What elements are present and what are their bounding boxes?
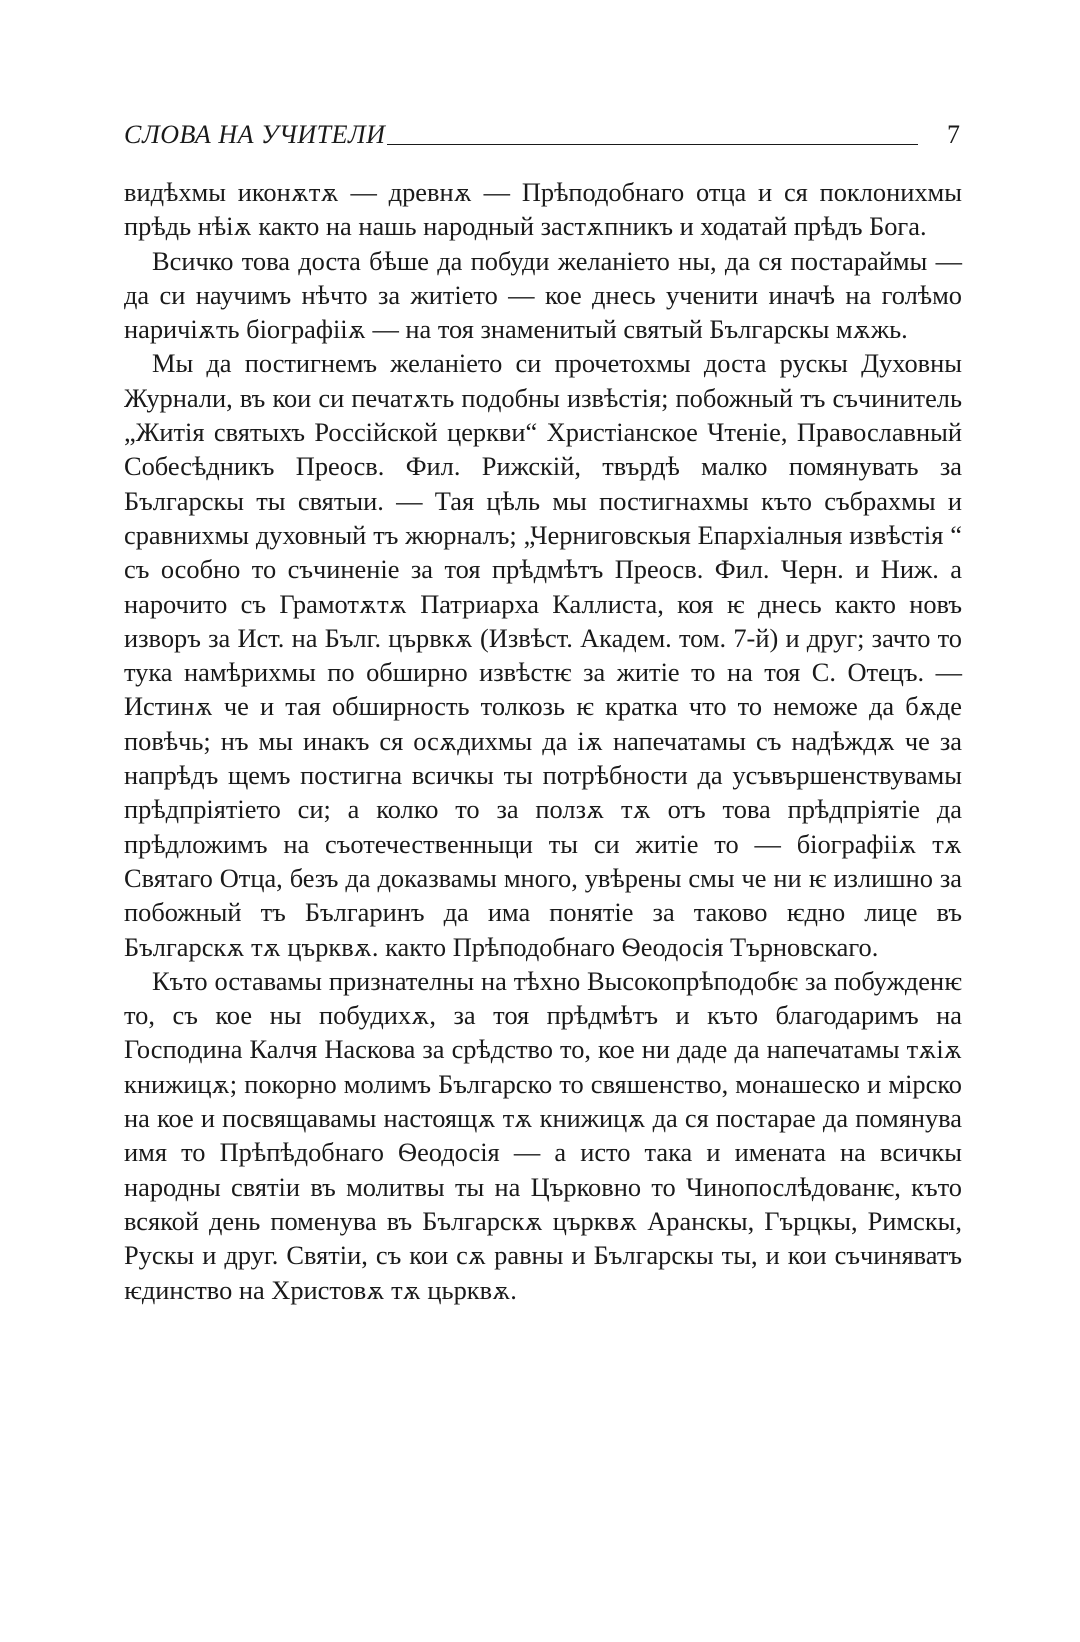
page-number: 7 (947, 120, 960, 149)
header-rule (387, 144, 918, 145)
paragraph: Всичко това доста бѣше да побуди желаніето ны, да ся постараймы — да си научимъ нѣчто за житіето — кое днесь ученити иначѣ на голѣмо наричіѫть біографіiѫ — на тоя знаменитый святый Българскы мѫжь. (124, 245, 962, 345)
paragraph: Мы да постигнемъ желаніето си прочетохмы доста рускы Духовны Журнали, въ кои си печатѫть подобны извѣстія; побожный тъ съчинитель „Житія святыхъ Россійской церкви“ Христіанское Чтеніе, Православный Собесѣдникъ Преосв. Фил. Рижскій, твърдѣ малко помянувать за Българскы ты святыи. — Тая цѣль мы постигнахмы къто събрахмы и сравнихмы духовный тъ жюрналъ; „Черниговскыя Епархіалныя извѣстія “ съ особно то съчиненіе за тоя прѣдмѣтъ Преосв. Фил. Черн. и Ниж. а нарочито съ Грамотѫтѫ Патриарха Каллиста, коя ѥ днесь както новъ изворъ за Ист. на Бълг. цървкѫ (Извѣст. Академ. том. 7-й) и друг; зачто то тука намѣрихмы по обширно извѣстѥ за житіе то на тоя С. Отецъ. — Истинѫ че и тая обширность толкозь ѥ кратка что то неможе да бѫде повѣчь; нъ мы инакъ ся осѫдихмы да іѫ напечатамы съ надѣждѫ че за напрѣдъ щемъ постигна всичкы ты потрѣбности да усъвършенствувамы прѣдпріятіето си; а колко то за ползѫ тѫ отъ това прѣдпріятіе да прѣдложимъ на съотечественныци ты си житіе то — біографіiѫ тѫ Святаго Отца, безъ да доказвамы много, увѣрены смы че ни ѥ излишно за побожный тъ Българинъ да има понятіе за таково ѥдно лице въ Българскѫ тѫ църквѫ. както Прѣподобнаго Ѳеодосія Търновскаго. (124, 348, 962, 962)
running-title: СЛОВА НА УЧИТЕЛИ (124, 120, 386, 149)
body-text (124, 175, 962, 1307)
paragraph: Къто оставамы признателны на тѣхно Высокопрѣподобѥ за побужденѥ то, съ кое ны побудихѫ, за тоя прѣдмѣтъ и къто благодаримъ на Господина Калчя Наскова за срѣдство то, кое ни даде да напечатамы тѫіѫ книжицѫ; покорно молимъ Българско то свяшенство, монашеско и мірско на кое и посвящавамы настоящѫ тѫ книжицѫ да ся постарае да помянува имя то Прѣпѣдобнаго Ѳеодосія — а исто така и имената на всичкы народны святіи въ молитвы ты на Църковно то Чинопослѣдованѥ, къто всякой день поменува въ Българскѫ църквѫ Аранскы, Гърцкы, Римскы, Рускы и друг. Святіи, съ кои сѫ равны и Българскы ты, и кои съчиняватъ ѥдинство на Христовѫ тѫ цьрквѫ. (124, 965, 962, 1305)
paragraph-continuation: видѣхмы иконѫтѫ — древнѫ — Прѣподобнаго отца и ся поклонихмы прѣдь нѣіѫ както на нашь народный застѫпникъ и ходатай прѣдъ Бога. (124, 177, 962, 242)
running-header (124, 112, 960, 148)
